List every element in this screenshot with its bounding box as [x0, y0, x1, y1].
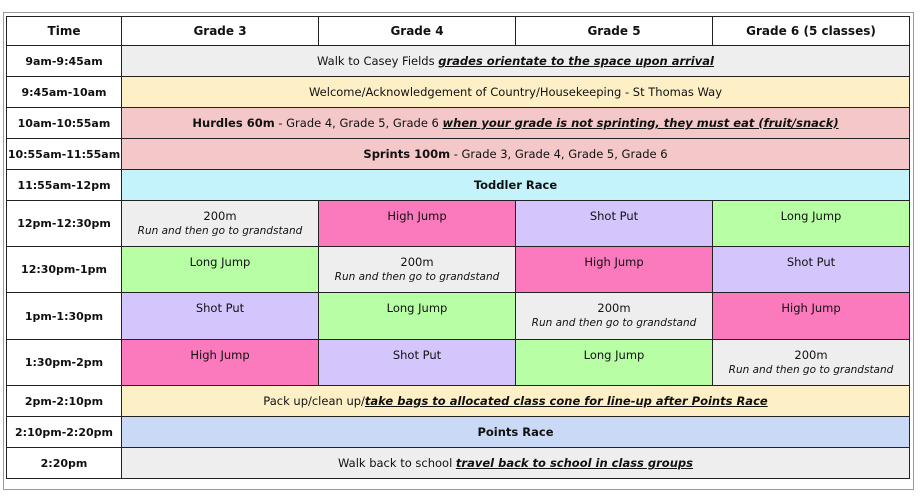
activity-cell	[122, 386, 910, 417]
table-row	[7, 340, 910, 386]
activity-text: Walk back to school	[338, 456, 456, 470]
activity-cell	[122, 139, 910, 170]
activity-text: - Grade 3, Grade 4, Grade 5, Grade 6	[450, 147, 668, 161]
event-name: High Jump	[781, 301, 841, 315]
time-cell: 9:45am-10am	[7, 77, 122, 108]
header-grade-6: Grade 6 (5 classes)	[713, 17, 910, 46]
grade-6-cell	[713, 201, 910, 247]
event-name: High Jump	[387, 209, 447, 223]
table-row	[7, 201, 910, 247]
event-name: Hurdles 60m	[192, 116, 275, 130]
table-row	[7, 448, 910, 479]
table-row	[7, 139, 910, 170]
event-name: Shot Put	[195, 301, 245, 315]
activity-note: when your grade is not sprinting, they must eat (fruit/snack)	[442, 116, 839, 130]
grade-5-cell	[516, 293, 713, 340]
activity-cell	[122, 108, 910, 139]
time-cell: 1:30pm-2pm	[7, 340, 122, 386]
time-cell: 1pm-1:30pm	[7, 293, 122, 340]
activity-note: grades orientate to the space upon arrival	[438, 54, 714, 68]
table-row	[7, 386, 910, 417]
grade-4-cell	[319, 293, 516, 340]
event-name: Shot Put	[392, 348, 442, 362]
time-cell: 11:55am-12pm	[7, 170, 122, 201]
grade-5-cell	[516, 201, 713, 247]
activity-text: - Grade 4, Grade 5, Grade 6	[274, 116, 443, 130]
time-cell: 2:20pm	[7, 448, 122, 479]
grade-3-cell	[122, 293, 319, 340]
event-instruction: Run and then go to grandstand	[531, 317, 697, 329]
grade-6-cell	[713, 293, 910, 340]
grade-4-cell	[319, 340, 516, 386]
activity-cell	[122, 417, 910, 448]
event-name: 200m	[794, 348, 828, 362]
time-cell: 12pm-12:30pm	[7, 201, 122, 247]
event-instruction: Run and then go to grandstand	[334, 271, 500, 283]
table-row	[7, 46, 910, 77]
grade-5-cell	[516, 340, 713, 386]
event-name: High Jump	[584, 255, 644, 269]
grade-3-cell	[122, 340, 319, 386]
table-row	[7, 293, 910, 340]
time-cell: 2pm-2:10pm	[7, 386, 122, 417]
activity-cell	[122, 448, 910, 479]
grade-5-cell	[516, 247, 713, 293]
grade-3-cell	[122, 247, 319, 293]
event-name: Shot Put	[589, 209, 639, 223]
event-name: Points Race	[477, 425, 554, 439]
header-grade-5: Grade 5	[516, 17, 713, 46]
time-cell: 9am-9:45am	[7, 46, 122, 77]
activity-text: Pack up/clean up/	[263, 394, 365, 408]
table-row	[7, 77, 910, 108]
header-grade-3: Grade 3	[122, 17, 319, 46]
activity-note: take bags to allocated class cone for line-up after Points Race	[364, 394, 768, 408]
header-grade-4: Grade 4	[319, 17, 516, 46]
activity-text: Welcome/Acknowledgement of Country/Housekeeping - St Thomas Way	[308, 85, 722, 99]
grade-6-cell	[713, 247, 910, 293]
activity-cell	[122, 77, 910, 108]
grade-3-cell	[122, 201, 319, 247]
time-cell: 10am-10:55am	[7, 108, 122, 139]
time-cell: 12:30pm-1pm	[7, 247, 122, 293]
header-row	[7, 17, 910, 46]
event-instruction: Run and then go to grandstand	[137, 225, 303, 237]
header-time: Time	[7, 17, 122, 46]
grade-4-cell	[319, 201, 516, 247]
time-cell: 2:10pm-2:20pm	[7, 417, 122, 448]
event-name: Sprints 100m	[363, 147, 451, 161]
event-name: 200m	[203, 209, 237, 223]
event-name: 200m	[400, 255, 434, 269]
event-name: Long Jump	[189, 255, 251, 269]
activity-cell	[122, 170, 910, 201]
activity-text: Walk to Casey Fields	[317, 54, 439, 68]
event-name: Shot Put	[786, 255, 836, 269]
event-name: Long Jump	[583, 348, 645, 362]
grade-6-cell	[713, 340, 910, 386]
table-row	[7, 170, 910, 201]
table-row	[7, 247, 910, 293]
time-cell: 10:55am-11:55am	[7, 139, 122, 170]
event-name: Long Jump	[780, 209, 842, 223]
table-row	[7, 417, 910, 448]
event-name: High Jump	[190, 348, 250, 362]
schedule-table	[6, 16, 910, 479]
event-name: 200m	[597, 301, 631, 315]
table-row	[7, 108, 910, 139]
activity-note: travel back to school in class groups	[455, 456, 693, 470]
activity-cell	[122, 46, 910, 77]
grade-4-cell	[319, 247, 516, 293]
event-name: Toddler Race	[473, 178, 558, 192]
event-instruction: Run and then go to grandstand	[728, 364, 894, 376]
event-name: Long Jump	[386, 301, 448, 315]
